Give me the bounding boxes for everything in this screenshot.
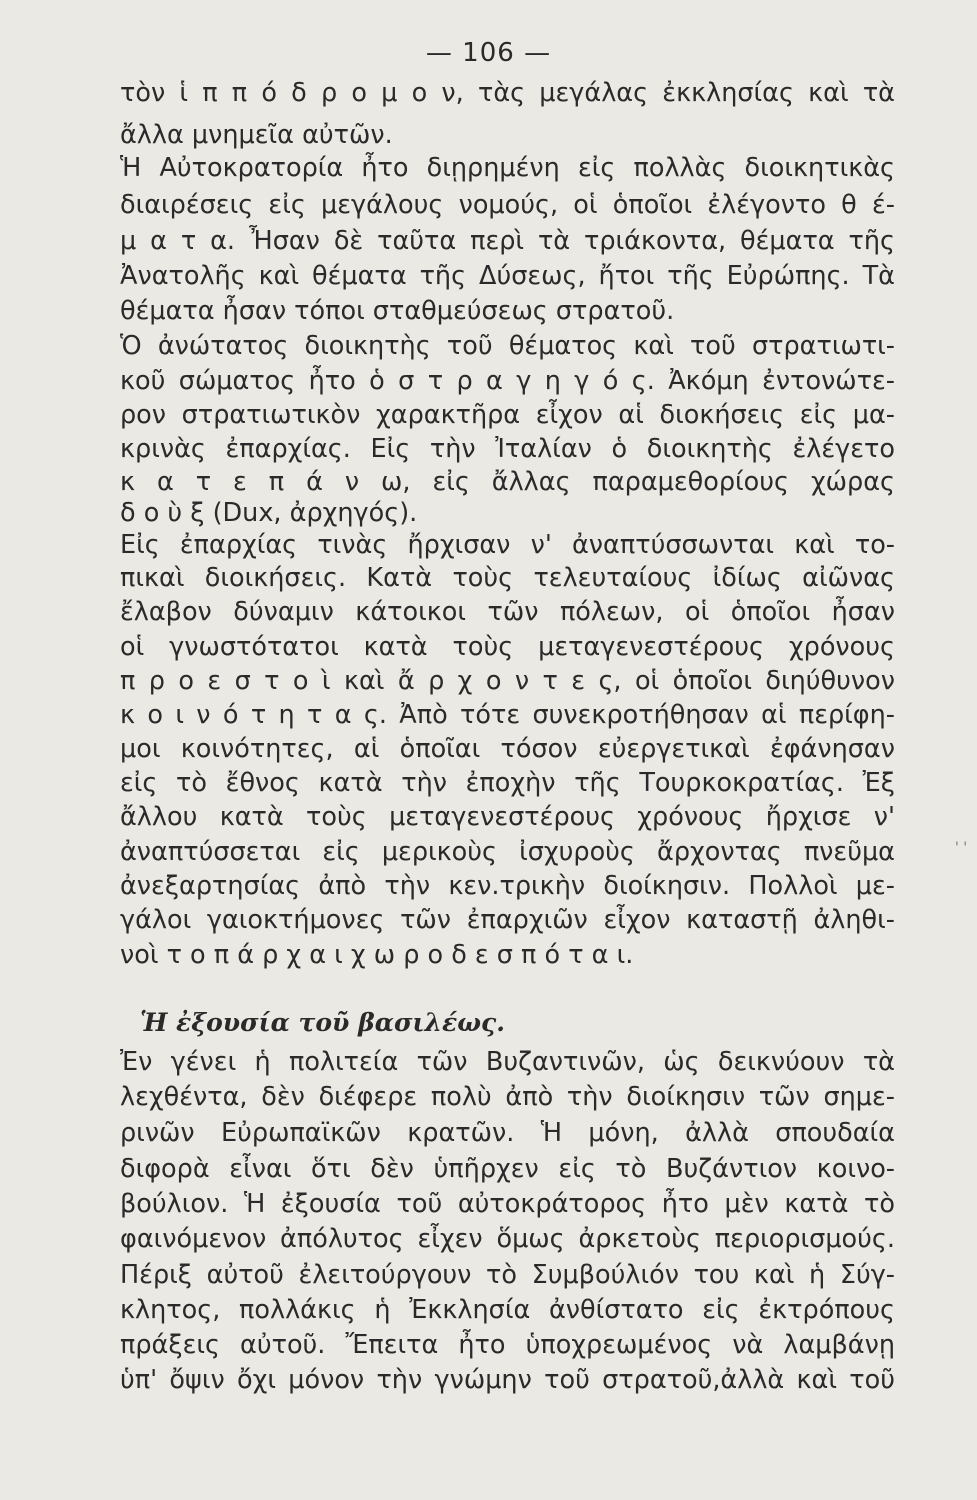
text-line: οἱ γνωστότατοι κατὰ τοὺς μεταγενεστέρους χρόνους — [120, 632, 895, 662]
text-line: πικαὶ διοικήσεις. Κατὰ τοὺς τελευταίους ἰδίως αἰῶνας — [120, 563, 895, 593]
text-line: κρινὰς ἐπαρχίας. Εἰς τὴν Ἰταλίαν ὁ διοικητὴς ἐλέγετο — [120, 434, 895, 464]
text-line: τὸν ἱ π π ό δ ρ ο μ ο ν, τὰς μεγάλας ἐκκλησίας καὶ τὰ — [120, 78, 895, 108]
text-line: πράξεις αὐτοῦ. Ἔπειτα ἦτο ὑποχρεωμένος νὰ λαμβάνῃ — [120, 1330, 895, 1360]
text-line: μοι κοινότητες, αἱ ὁποῖαι τόσον εὐεργετικαὶ ἐφάνησαν — [120, 734, 895, 764]
text-line: Ἡ Αὐτοκρατορία ἦτο διῃρημένη εἰς πολλὰς διοικητικὰς — [120, 153, 895, 183]
text-line: ἄλλου κατὰ τοὺς μεταγενεστέρους χρόνους ἤρχισε ν' — [120, 802, 895, 832]
text-line: φαινόμενον ἀπόλυτος εἶχεν ὅμως ἀρκετοὺς περιορισμούς. — [120, 1224, 895, 1254]
text-line: διαιρέσεις εἰς μεγάλους νομούς, οἱ ὁποῖοι ἐλέγοντο θ έ- — [120, 190, 895, 220]
text-line: ρον στρατιωτικὸν χαρακτῆρα εἶχον αἱ διοκήσεις εἰς μα- — [120, 400, 895, 430]
text-line: ὑπ' ὄψιν ὄχι μόνον τὴν γνώμην τοῦ στρατοῦ,ἀλλὰ καὶ τοῦ — [120, 1365, 895, 1395]
text-line: κ ο ι ν ό τ η τ α ς. Ἀπὸ τότε συνεκροτήθησαν αἱ περίφη- — [120, 700, 895, 730]
text-line: λεχθέντα, δὲν διέφερε πολὺ ἀπὸ τὴν διοίκησιν τῶν σημε- — [120, 1082, 895, 1112]
text-line: νοὶ τ ο π ά ρ χ α ι χ ω ρ ο δ ε σ π ό τ α ι. — [120, 940, 634, 970]
text-line: ἄλλα μνημεῖα αὐτῶν. — [120, 120, 393, 150]
text-line: δ ο ὺ ξ (Dux, ἀρχηγός). — [120, 498, 418, 528]
text-line: Ὁ ἀνώτατος διοικητὴς τοῦ θέματος καὶ τοῦ στρατιωτι- — [120, 331, 895, 361]
text-line: ἀναπτύσσεται εἰς μερικοὺς ἰσχυροὺς ἄρχοντας πνεῦμα — [120, 837, 895, 867]
text-line: μ α τ α. Ἦσαν δὲ ταῦτα περὶ τὰ τριάκοντα, θέματα τῆς — [120, 226, 895, 256]
text-line: Πέριξ αὐτοῦ ἐλειτούργουν τὸ Συμβούλιόν του καὶ ἡ Σύγ- — [120, 1260, 895, 1290]
text-line: κλητος, πολλάκις ἡ Ἐκκλησία ἀνθίστατο εἰς ἐκτρόπους — [120, 1295, 895, 1325]
section-heading: Ἡ ἐξουσία τοῦ βασιλέως. — [140, 1008, 505, 1037]
text-line: θέματα ἦσαν τόποι σταθμεύσεως στρατοῦ. — [120, 296, 675, 326]
text-line: ἀνεξαρτησίας ἀπὸ τὴν κεν.τρικὴν διοίκησιν. Πολλοὶ με- — [120, 871, 895, 901]
text-line: εἰς τὸ ἔθνος κατὰ τὴν ἐποχὴν τῆς Τουρκοκρατίας. Ἐξ — [120, 768, 895, 798]
text-line: π ρ ο ε σ τ ο ὶ καὶ ἄ ρ χ ο ν τ ε ς, οἱ ὁποῖοι διηύθυνον — [120, 666, 895, 696]
text-line: ἔλαβον δύναμιν κάτοικοι τῶν πόλεων, οἱ ὁποῖοι ἦσαν — [120, 597, 895, 627]
margin-mark: ' ' — [955, 840, 968, 856]
text-line: Ἀνατολῆς καὶ θέματα τῆς Δύσεως, ἤτοι τῆς Εὐρώπης. Τὰ — [120, 261, 895, 291]
text-line: διφορὰ εἶναι ὅτι δὲν ὑπῆρχεν εἰς τὸ Βυζάντιον κοινο- — [120, 1154, 895, 1184]
text-line: κ α τ ε π ά ν ω, εἰς ἄλλας παραμεθορίους χώρας — [120, 467, 895, 497]
text-line: Εἰς ἐπαρχίας τινὰς ἤρχισαν ν' ἀναπτύσσωνται καὶ το- — [120, 530, 895, 560]
text-line: ρινῶν Εὐρωπαϊκῶν κρατῶν. Ἡ μόνη, ἀλλὰ σπουδαία — [120, 1118, 895, 1148]
text-line: κοῦ σώματος ἦτο ὁ σ τ ρ α γ η γ ό ς. Ἀκόμη ἐντονώτε- — [120, 366, 895, 396]
page-number: — 106 — — [425, 38, 552, 68]
text-line: Ἐν γένει ἡ πολιτεία τῶν Βυζαντινῶν, ὡς δεικνύουν τὰ — [120, 1047, 895, 1077]
text-line: γάλοι γαιοκτήμονες τῶν ἐπαρχιῶν εἶχον καταστῇ ἀληθι- — [120, 905, 895, 935]
text-line: βούλιον. Ἡ ἐξουσία τοῦ αὐτοκράτορος ἦτο μὲν κατὰ τὸ — [120, 1189, 895, 1219]
